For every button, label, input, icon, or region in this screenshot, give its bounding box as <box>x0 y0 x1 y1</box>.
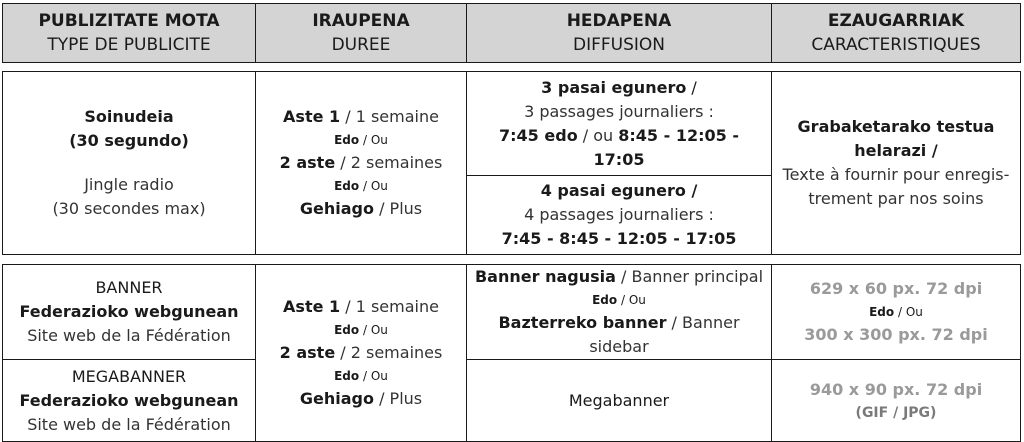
web-table <box>2 264 1021 442</box>
header-type-fr: TYPE DE PUBLICITE <box>47 35 211 55</box>
radio-diff-b-times: 7:45 - 8:45 - 12:05 - 17:05 <box>501 229 737 248</box>
radio-diff-b-fr: 4 passages journaliers : <box>524 205 714 224</box>
web-dur-1-fr: / 1 semaine <box>340 297 439 316</box>
banner-diffusion-cell <box>467 265 772 360</box>
radio-type-fr-1: Jingle radio <box>84 175 174 194</box>
radio-carac-eu-1: Grabaketarako testua <box>797 117 995 136</box>
radio-diffusion-b-cell <box>467 176 772 255</box>
radio-dur-3-eu: Gehiago <box>299 199 374 218</box>
web-dur-2-eu: 2 aste <box>279 343 336 362</box>
header-diffusion-fr: DIFFUSION <box>572 35 665 55</box>
header-type <box>3 4 256 63</box>
web-or-fr-2: / Ou <box>359 369 388 383</box>
header-duration-fr: DUREE <box>331 35 391 55</box>
radio-diff-a-t1: 7:45 edo <box>499 125 578 145</box>
megabanner-diffusion: Megabanner <box>568 390 670 410</box>
banner-size-2: 300 x 300 px. 72 dpi <box>804 325 988 344</box>
banner-carac-or-eu: Edo <box>869 305 895 319</box>
megabanner-size: 940 x 90 px. 72 dpi <box>809 379 983 399</box>
megabanner-format: (GIF / JPG) <box>855 404 937 421</box>
web-dur-2-fr: / 2 semaines <box>335 343 443 362</box>
banner-size-1: 629 x 60 px. 72 dpi <box>809 279 983 298</box>
radio-type-eu-1: Soinudeia <box>84 107 174 126</box>
radio-diff-a-t3: 8:45 - 12:05 - <box>618 125 739 145</box>
header-diffusion-eu: HEDAPENA <box>566 11 672 31</box>
header-characteristics <box>772 4 1021 63</box>
banner-diff-2-eu: Bazterreko banner <box>498 313 667 332</box>
radio-diff-a-t2: / ou <box>577 125 619 145</box>
radio-dur-3-fr: / Plus <box>373 199 423 218</box>
megabanner-fr: Site web de la Fédération <box>27 414 231 434</box>
radio-table <box>2 71 1021 255</box>
radio-diff-a-eu: 3 pasai egunero <box>541 77 687 97</box>
radio-dur-2-eu: 2 aste <box>279 153 336 172</box>
web-or-eu-2: Edo <box>334 369 360 383</box>
web-duration-cell <box>256 265 467 442</box>
megabanner-characteristics-cell <box>772 360 1021 442</box>
banner-diff-1-fr: / Banner principal <box>615 267 764 286</box>
radio-or-fr-2: / Ou <box>359 179 388 193</box>
megabanner-diffusion-cell <box>467 360 772 442</box>
web-or-fr-1: / Ou <box>359 323 388 337</box>
header-characteristics-fr: CARACTERISTIQUES <box>811 35 981 55</box>
web-dur-3-eu: Gehiago <box>299 389 374 408</box>
radio-type-cell <box>3 72 256 255</box>
megabanner-title: MEGABANNER <box>71 366 187 386</box>
web-dur-1-eu: Aste 1 <box>283 297 341 316</box>
header-table <box>2 3 1021 63</box>
radio-or-fr-1: / Ou <box>359 133 388 147</box>
banner-diff-2-fr: / Banner sidebar <box>589 313 740 356</box>
radio-type-fr-2: (30 secondes max) <box>52 199 206 218</box>
megabanner-type-cell <box>3 360 256 442</box>
radio-dur-2-fr: / 2 semaines <box>335 153 443 172</box>
radio-diff-a-sep: / <box>686 77 697 97</box>
radio-carac-eu-2: helarazi / <box>854 141 938 160</box>
web-dur-3-fr: / Plus <box>373 389 423 408</box>
banner-or-fr: / Ou <box>617 293 646 307</box>
radio-dur-1-eu: Aste 1 <box>283 107 341 126</box>
header-type-eu: PUBLIZITATE MOTA <box>38 11 220 31</box>
megabanner-eu: Federazioko webgunean <box>19 390 239 410</box>
web-or-eu-1: Edo <box>334 323 360 337</box>
radio-duration-cell <box>256 72 467 255</box>
header-diffusion <box>467 4 772 63</box>
banner-carac-or-fr: / Ou <box>894 305 923 319</box>
banner-eu: Federazioko webgunean <box>19 302 239 321</box>
banner-fr: Site web de la Fédération <box>27 326 231 345</box>
header-duration <box>256 4 467 63</box>
radio-diff-b-eu: 4 pasai egunero / <box>540 181 698 200</box>
radio-diffusion-a-cell <box>467 72 772 176</box>
radio-dur-1-fr: / 1 semaine <box>340 107 439 126</box>
radio-diff-a-t4: 17:05 <box>593 149 645 169</box>
banner-title: BANNER <box>95 278 163 297</box>
radio-type-eu-2: (30 segundo) <box>69 131 189 150</box>
header-duration-eu: IRAUPENA <box>312 11 410 31</box>
banner-type-cell <box>3 265 256 360</box>
radio-diff-a-fr: 3 passages journaliers : <box>524 101 714 121</box>
radio-carac-fr-1: Texte à fournir pour enregis- <box>782 165 1010 184</box>
radio-or-eu-1: Edo <box>334 133 360 147</box>
radio-characteristics-cell <box>772 72 1021 255</box>
banner-diff-1-eu: Banner nagusia <box>474 267 616 286</box>
radio-or-eu-2: Edo <box>334 179 360 193</box>
radio-carac-fr-2: trement par nos soins <box>808 189 984 208</box>
banner-or-eu: Edo <box>592 293 618 307</box>
header-characteristics-eu: EZAUGARRIAK <box>827 11 965 31</box>
banner-characteristics-cell <box>772 265 1021 360</box>
